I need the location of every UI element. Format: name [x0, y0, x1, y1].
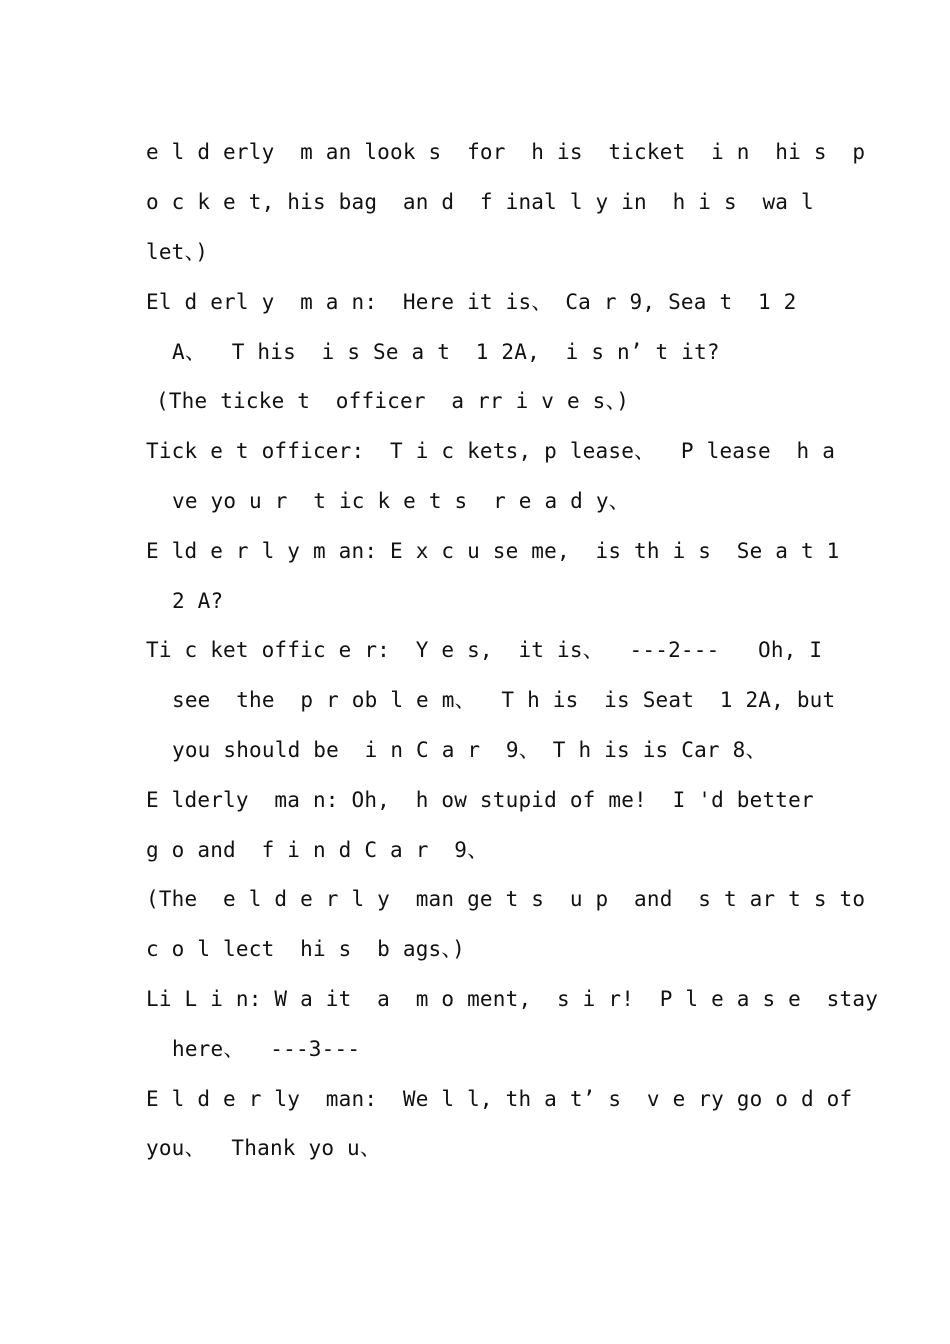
dialogue-continuation: ve yo u r t ic k e t s r e a d y、 [172, 489, 630, 513]
dialogue-continuation: A、 T his i s Se a t 1 2A, i s n’ t it? [172, 340, 720, 364]
text-line: you、 Thank yo u、 [146, 1136, 382, 1160]
dialogue-line: Ti c ket offic e r: Y e s, it is、 ---2--- Oh, I [146, 638, 823, 662]
dialogue-line: E l d e r ly man: We l l, th a t’ s v e ry go o d of [146, 1087, 853, 1111]
stage-direction: (The ticke t officer a rr i v e s、) [156, 389, 630, 413]
text-line: let、) [146, 240, 209, 264]
dialogue-continuation: here、 ---3--- [172, 1037, 361, 1061]
dialogue-line: E ld e r l y m an: E x c u se me, is th i s Se a t 1 [146, 539, 840, 563]
dialogue-continuation: you should be i n C a r 9、 T h is is Car 8、 [172, 738, 767, 762]
dialogue-continuation: see the p r ob l e m、 T h is is Seat 1 2A, but [172, 688, 836, 712]
text-line: c o l lect hi s b ags、) [146, 937, 465, 961]
dialogue-line: E lderly ma n: Oh, h ow stupid of me! I 'd better [146, 788, 814, 812]
dialogue-line: Li L i n: W a it a m o ment, s i r! P l e a s e stay [146, 987, 879, 1011]
text-line: e l d erly m an look s for h is ticket i n hi s p [146, 140, 866, 164]
dialogue-continuation: 2 A? [172, 589, 224, 613]
dialogue-line: El d erl y m a n: Here it is、 Ca r 9, Sea t 1 2 [146, 290, 797, 314]
text-line: o c k e t, his bag an d f inal l y in h i s wa l [146, 190, 814, 214]
dialogue-line: Tick e t officer: T i c kets, p lease、 P lease h a [146, 439, 836, 463]
stage-direction: (The e l d e r l y man ge t s u p and s t ar t s to [146, 887, 866, 911]
text-line: g o and f i n d C a r 9、 [146, 838, 489, 862]
